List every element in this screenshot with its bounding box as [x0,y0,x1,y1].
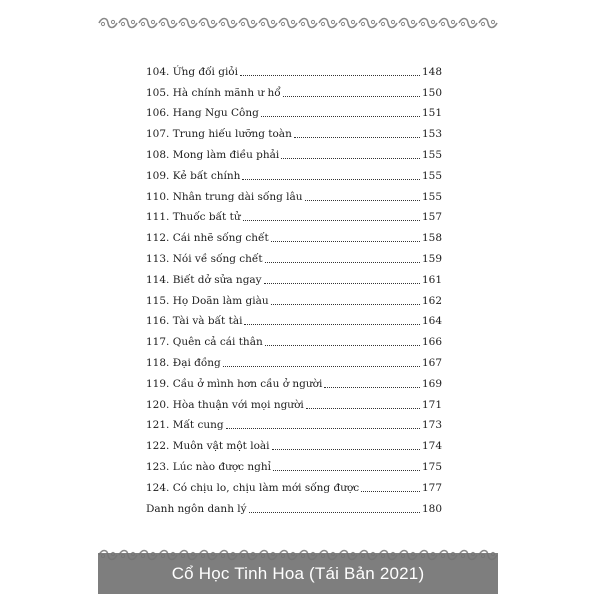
toc-page-number: 150 [421,86,442,99]
caption-bar [98,553,498,594]
toc-entry [146,162,442,183]
decorative-border-top [98,15,498,31]
toc-entry [146,412,442,433]
toc-dot-leader [261,106,420,117]
toc-dot-leader [264,273,420,284]
toc-entry-title: 107. Trung hiếu lưỡng toàn [146,128,292,141]
toc-entry [146,495,442,516]
toc-entry [146,141,442,162]
toc-page-number: 175 [421,460,442,473]
toc-entry-title: 111. Thuốc bất tử [146,211,241,224]
toc-dot-leader [305,190,420,201]
toc-entry [146,453,442,474]
toc-entry [146,245,442,266]
toc-entry-title: 104. Ứng đối giỏi [146,65,238,78]
toc-dot-leader [265,252,420,263]
toc-page-number: 158 [421,232,442,245]
toc-entry [146,432,442,453]
toc-entry [146,349,442,370]
toc-dot-leader [281,148,420,159]
toc-entry-title: 115. Họ Doãn làm giàu [146,294,269,307]
toc-entry [146,266,442,287]
table-of-contents [146,58,442,516]
toc-page-number: 177 [421,481,442,494]
toc-page-number: 148 [421,65,442,78]
toc-entry [146,287,442,308]
toc-entry [146,391,442,412]
toc-entry-title: 106. Hang Ngu Công [146,107,259,120]
toc-page-number: 167 [421,356,442,369]
toc-entry-title: 124. Có chịu lo, chịu làm mới sống được [146,481,360,494]
toc-entry-title: 123. Lúc nào được nghỉ [146,460,271,473]
toc-page-number: 155 [421,169,442,182]
toc-page-number: 166 [421,336,442,349]
toc-entry [146,100,442,121]
toc-page-number: 151 [421,107,442,120]
toc-entry [146,79,442,100]
toc-dot-leader [272,439,420,450]
toc-entry [146,224,442,245]
toc-entry [146,370,442,391]
toc-dot-leader [243,210,420,221]
toc-entry [146,308,442,329]
toc-dot-leader [361,481,420,492]
toc-entry-title: 113. Nói về sống chết [146,252,263,265]
toc-dot-leader [223,356,420,367]
toc-entry [146,328,442,349]
toc-entry [146,120,442,141]
toc-entry-title: 118. Đại đồng [146,356,221,369]
toc-page-number: 169 [421,377,442,390]
toc-page-number: 155 [421,148,442,161]
toc-dot-leader [271,294,420,305]
toc-dot-leader [324,377,420,388]
toc-page-number: 159 [421,252,442,265]
caption-title: Cổ Học Tinh Hoa (Tái Bản 2021) [171,563,425,583]
toc-dot-leader [265,335,420,346]
toc-entry-title: 120. Hòa thuận với mọi người [146,398,304,411]
toc-entry [146,183,442,204]
toc-page-number: 164 [421,315,442,328]
toc-page-number: 174 [421,440,442,453]
toc-entry-title: 117. Quên cả cái thân [146,336,263,349]
toc-entry [146,474,442,495]
toc-dot-leader [306,398,420,409]
toc-entry-title: 109. Kẻ bất chính [146,169,241,182]
toc-entry-title: 108. Mong làm điều phải [146,148,280,161]
toc-entry-title: 105. Hà chính mãnh ư hổ [146,86,281,99]
toc-entry-title: 112. Cái nhẽ sống chết [146,232,269,245]
toc-dot-leader [273,460,420,471]
toc-entry [146,204,442,225]
toc-dot-leader [242,169,420,180]
toc-page-number: 157 [421,211,442,224]
toc-dot-leader [294,127,420,138]
toc-dot-leader [271,231,420,242]
toc-page-number: 155 [421,190,442,203]
toc-page-number: 171 [421,398,442,411]
toc-entry [146,58,442,79]
toc-entry-title: 122. Muôn vật một loài [146,440,270,453]
toc-dot-leader [283,86,420,97]
toc-dot-leader [244,314,419,325]
toc-page-number: 162 [421,294,442,307]
toc-entry-title: 116. Tài và bất tài [146,315,243,328]
toc-entry-title: 114. Biết dở sửa ngay [146,273,262,286]
toc-entry-title: Danh ngôn danh lý [146,502,247,515]
toc-page-number: 173 [421,419,442,432]
toc-entry-title: 119. Cầu ở mình hơn cầu ở người [146,377,323,390]
toc-dot-leader [249,502,420,513]
toc-dot-leader [240,65,420,76]
toc-page-number: 161 [421,273,442,286]
toc-entry-title: 121. Mất cung [146,419,224,432]
toc-page-number: 180 [421,502,442,515]
toc-entry-title: 110. Nhân trung dài sống lâu [146,190,303,203]
toc-page-number: 153 [421,128,442,141]
toc-dot-leader [226,418,420,429]
